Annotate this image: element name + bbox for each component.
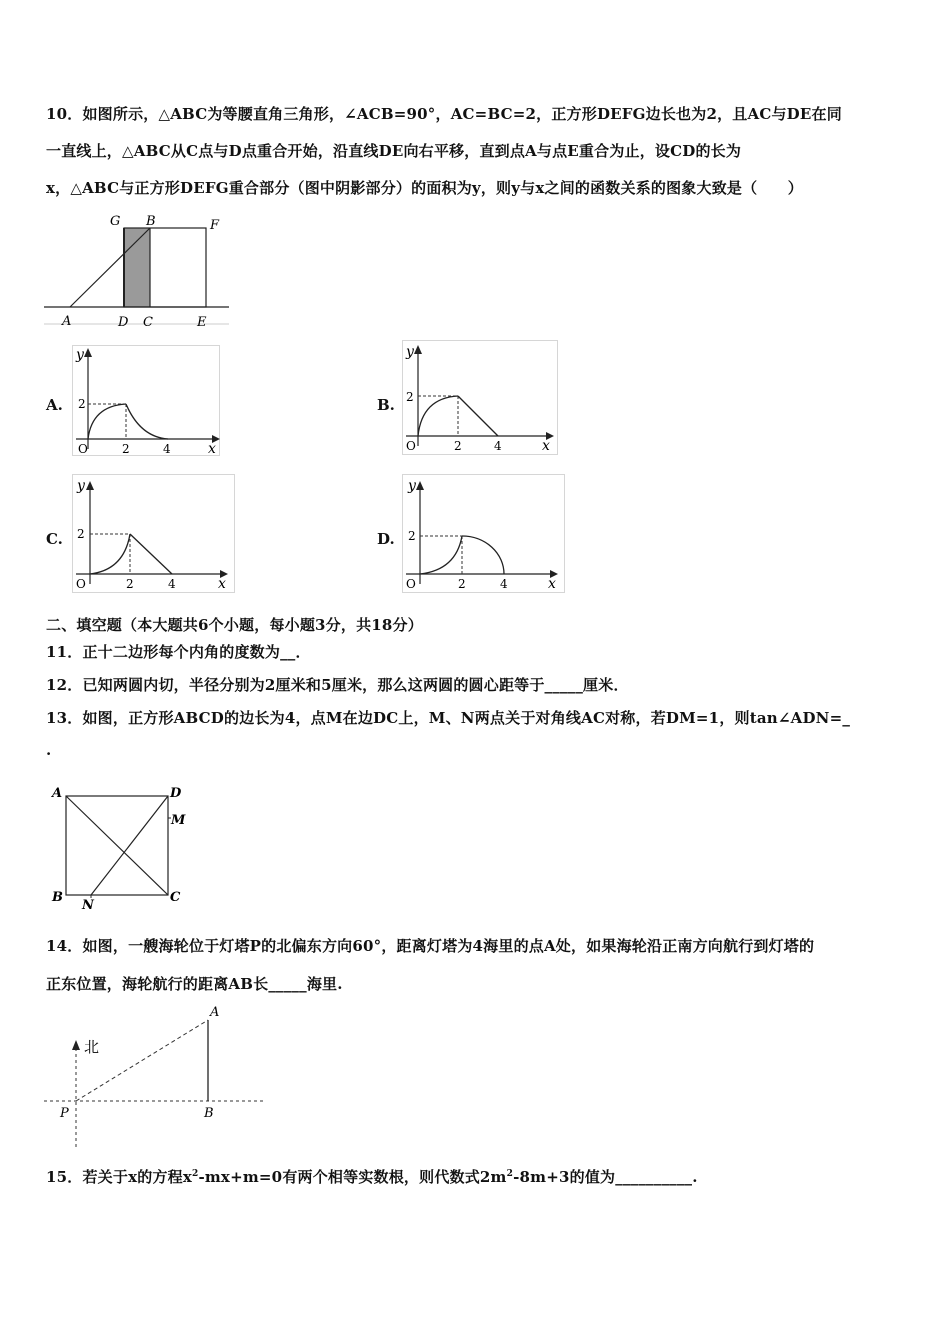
q14-figure — [44, 1002, 266, 1152]
q13-line-2: . — [46, 741, 52, 759]
q15-text — [46, 1166, 698, 1187]
q11-text: 11．正十二边形每个内角的度数为__． — [46, 643, 311, 661]
option-b-graph — [402, 340, 560, 456]
y-tick-2: 2 — [408, 529, 416, 543]
x-axis-label: x — [542, 438, 550, 454]
origin-label: O — [78, 442, 88, 456]
x-axis-label: x — [548, 576, 556, 592]
q15-prefix: 15．若关于x的方程x — [46, 1168, 192, 1186]
x-tick-2: 2 — [454, 439, 462, 453]
q14-line-2: 正东位置，海轮航行的距离AB长_____海里. — [46, 975, 343, 993]
origin-label: O — [406, 439, 416, 453]
q13-line-1: 13．如图，正方形ABCD的边长为4，点M在边DC上，M、N两点关于对角线AC对称，若DM=1，则tan∠ADN=_ — [46, 709, 851, 727]
label-c: C — [143, 315, 153, 330]
x-tick-4: 4 — [163, 442, 171, 456]
label-m: M — [171, 813, 186, 828]
y-tick-2: 2 — [78, 397, 86, 411]
y-tick-2: 2 — [77, 527, 85, 541]
q15-suffix: -8m+3的值为__________. — [513, 1168, 698, 1186]
y-axis-label: y — [406, 344, 414, 360]
q10-line-2: 一直线上，△ABC从C点与D点重合开始，沿直线DE向右平移，直到点A与点E重合为止，设CD的长为 — [46, 142, 742, 160]
label-a: A — [52, 786, 63, 801]
label-a: A — [210, 1005, 220, 1020]
x-tick-4: 4 — [500, 577, 508, 591]
q10-line-1: 10．如图所示，△ABC为等腰直角三角形，∠ACB=90°，AC=BC=2，正方形DEFG边长也为2，且AC与DE在同 — [46, 105, 842, 123]
x-tick-4: 4 — [168, 577, 176, 591]
option-a-graph — [72, 345, 222, 457]
option-c-label: C. — [46, 530, 63, 548]
x-tick-4: 4 — [494, 439, 502, 453]
label-d: D — [118, 315, 129, 330]
q14-line-1: 14．如图，一艘海轮位于灯塔P的北偏东方向60°，距离灯塔为4海里的点A处，如果海轮沿正南方向航行到灯塔的 — [46, 937, 815, 955]
origin-label: O — [406, 577, 416, 591]
q10-line-3: x，△ABC与正方形DEFG重合部分（图中阴影部分）的面积为y，则y与x之间的函数关系的图象大致是（ ） — [46, 179, 803, 197]
x-tick-2: 2 — [126, 577, 134, 591]
x-axis-label: x — [208, 441, 216, 457]
y-axis-label: y — [77, 478, 85, 494]
label-b: B — [146, 214, 156, 229]
shaded-overlap — [124, 228, 150, 307]
label-b: B — [204, 1106, 214, 1121]
section-2-heading: 二、填空题（本大题共6个小题，每小题3分，共18分） — [46, 616, 423, 634]
q15-sup-1: 2 — [191, 1169, 199, 1179]
origin-label: O — [76, 577, 86, 591]
label-b: B — [52, 890, 63, 905]
label-f: F — [210, 218, 220, 233]
option-d-graph — [402, 474, 566, 594]
option-b-label: B. — [377, 396, 395, 414]
q15-mid: -mx+m=0有两个相等实数根，则代数式2m — [198, 1168, 507, 1186]
label-c: C — [170, 890, 181, 905]
y-axis-label: y — [408, 478, 416, 494]
label-p: P — [60, 1106, 69, 1121]
y-axis-label: y — [76, 347, 84, 363]
q12-text: 12．已知两圆内切，半径分别为2厘米和5厘米，那么这两圆的圆心距等于_____厘米． — [46, 676, 629, 694]
q13-figure — [50, 782, 200, 912]
label-g: G — [110, 214, 121, 229]
label-a: A — [62, 314, 72, 329]
label-d: D — [170, 786, 182, 801]
north-label: 北 — [84, 1038, 100, 1056]
x-tick-2: 2 — [122, 442, 130, 456]
x-axis-label: x — [218, 576, 226, 592]
q10-figure — [44, 212, 234, 332]
x-tick-2: 2 — [458, 577, 466, 591]
north-arrow-icon — [72, 1040, 80, 1050]
label-e: E — [197, 315, 207, 330]
q15-sup-2: 2 — [506, 1169, 514, 1179]
y-tick-2: 2 — [406, 390, 414, 404]
label-n: N — [82, 898, 94, 913]
option-a-label: A. — [46, 396, 63, 414]
option-d-label: D. — [377, 530, 395, 548]
option-c-graph — [72, 474, 236, 594]
